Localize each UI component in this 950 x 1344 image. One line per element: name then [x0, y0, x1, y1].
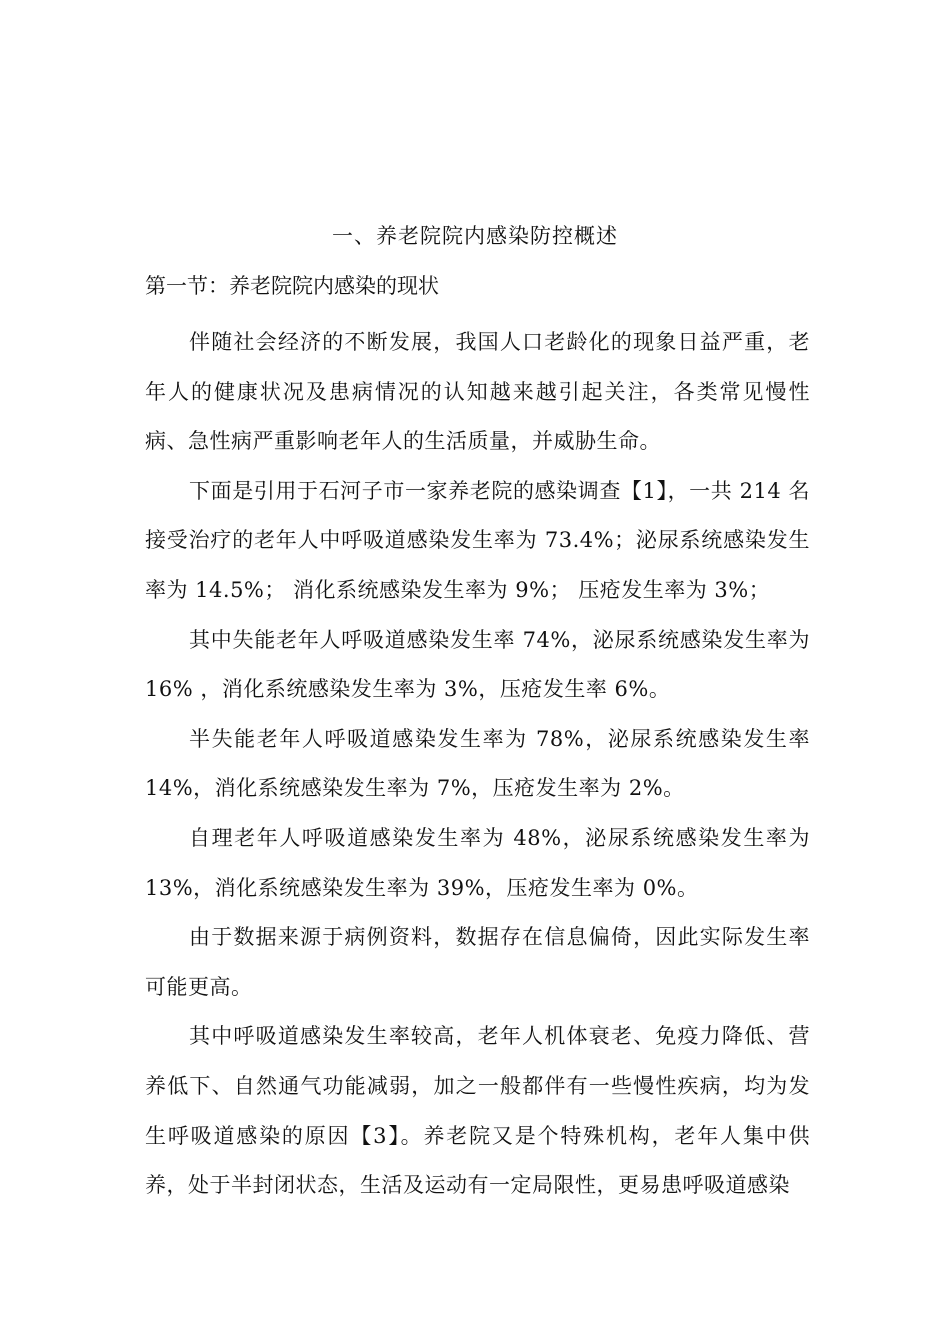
document-title: 一、养老院院内感染防控概述	[332, 224, 618, 248]
body-text	[145, 318, 810, 1211]
paragraph: 伴随社会经济的不断发展，我国人口老龄化的现象日益严重，老年人的健康状况及患病情况的认知越来越引起关注，各类常见慢性病、急性病严重影响老年人的生活质量，并威胁生命。	[145, 330, 810, 454]
paragraph: 其中失能老年人呼吸道感染发生率 74%，泌尿系统感染发生率为 16% ，消化系统感染发生率为 3%，压疮发生率 6%。	[145, 627, 810, 702]
paragraph: 自理老年人呼吸道感染发生率为 48%，泌尿系统感染发生率为13%，消化系统感染发生率为 39%，压疮发生率为 0%。	[145, 825, 810, 900]
paragraph: 由于数据来源于病例资料，数据存在信息偏倚，因此实际发生率可能更高。	[145, 925, 810, 999]
paragraph: 下面是引用于石河子市一家养老院的感染调查【1】，一共 214 名接受治疗的老年人中呼吸道感染发生率为 73.4%；泌尿系统感染发生率为 14.5%； 消化系统感染发生率为 9%； 压疮发生率为 3%；	[145, 478, 810, 602]
paragraph: 其中呼吸道感染发生率较高，老年人机体衰老、免疫力降低、营养低下、自然通气功能减弱，加之一般都伴有一些慢性疾病，均为发生呼吸道感染的原因【3】。养老院又是个特殊机构，老年人集中供养，处于半封闭状态，生活及运动有一定局限性，更易患呼吸道感染	[145, 1024, 810, 1198]
section-heading: 第一节：养老院院内感染的现状	[145, 274, 439, 298]
paragraph: 半失能老年人呼吸道感染发生率为 78%，泌尿系统感染发生率14%，消化系统感染发生率为 7%，压疮发生率为 2%。	[145, 726, 810, 801]
